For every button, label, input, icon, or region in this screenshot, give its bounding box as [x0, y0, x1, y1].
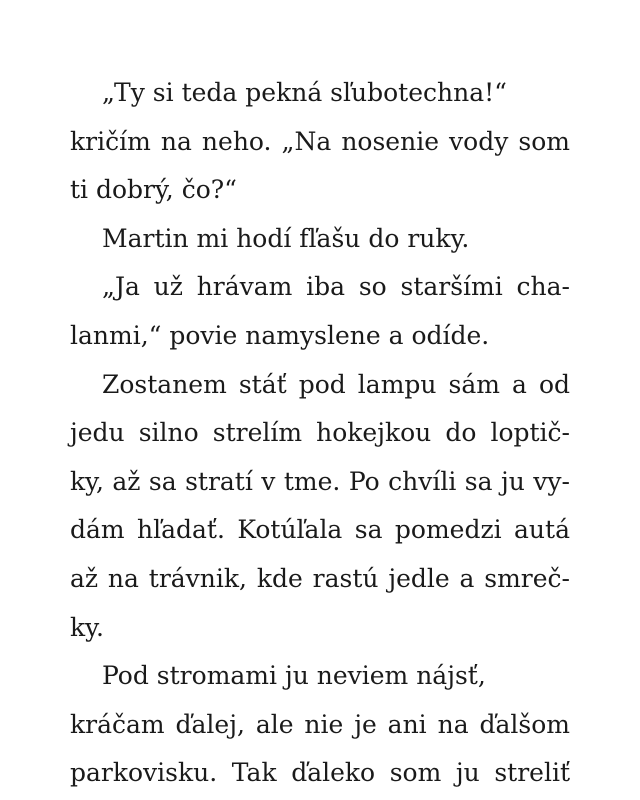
- text-line: Pod stromami ju neviem nájsť,: [102, 661, 486, 691]
- text-line: parkovisku. Tak ďaleko som ju streliť: [70, 758, 570, 788]
- text-line: „Ty si teda pekná sľubotechna!“: [102, 78, 507, 107]
- text-line: kráčam ďalej, ale nie je ani na ďalšom: [70, 709, 570, 739]
- body-text: [70, 69, 570, 798]
- text-line: kričím na neho. „Na nosenie vody som: [70, 126, 570, 156]
- text-line: ky.: [70, 612, 104, 642]
- text-line: Zostanem stáť pod lampu sám a od: [102, 369, 570, 399]
- text-line: ti dobrý, čo?“: [70, 175, 237, 205]
- text-line: lanmi,“ povie namyslene a odíde.: [70, 320, 490, 350]
- text-line: jedu silno strelím hokejkou do loptič-: [70, 418, 570, 448]
- text-line: „Ja už hrávam iba so staršími cha-: [102, 272, 570, 302]
- text-line: až na trávnik, kde rastú jedle a smreč-: [70, 563, 570, 593]
- text-line: ky, až sa stratí v tme. Po chvíli sa ju vy-: [70, 466, 570, 496]
- text-line: dám hľadať. Kotúľala sa pomedzi autá: [70, 515, 570, 545]
- text-line: Martin mi hodí fľašu do ruky.: [102, 223, 470, 253]
